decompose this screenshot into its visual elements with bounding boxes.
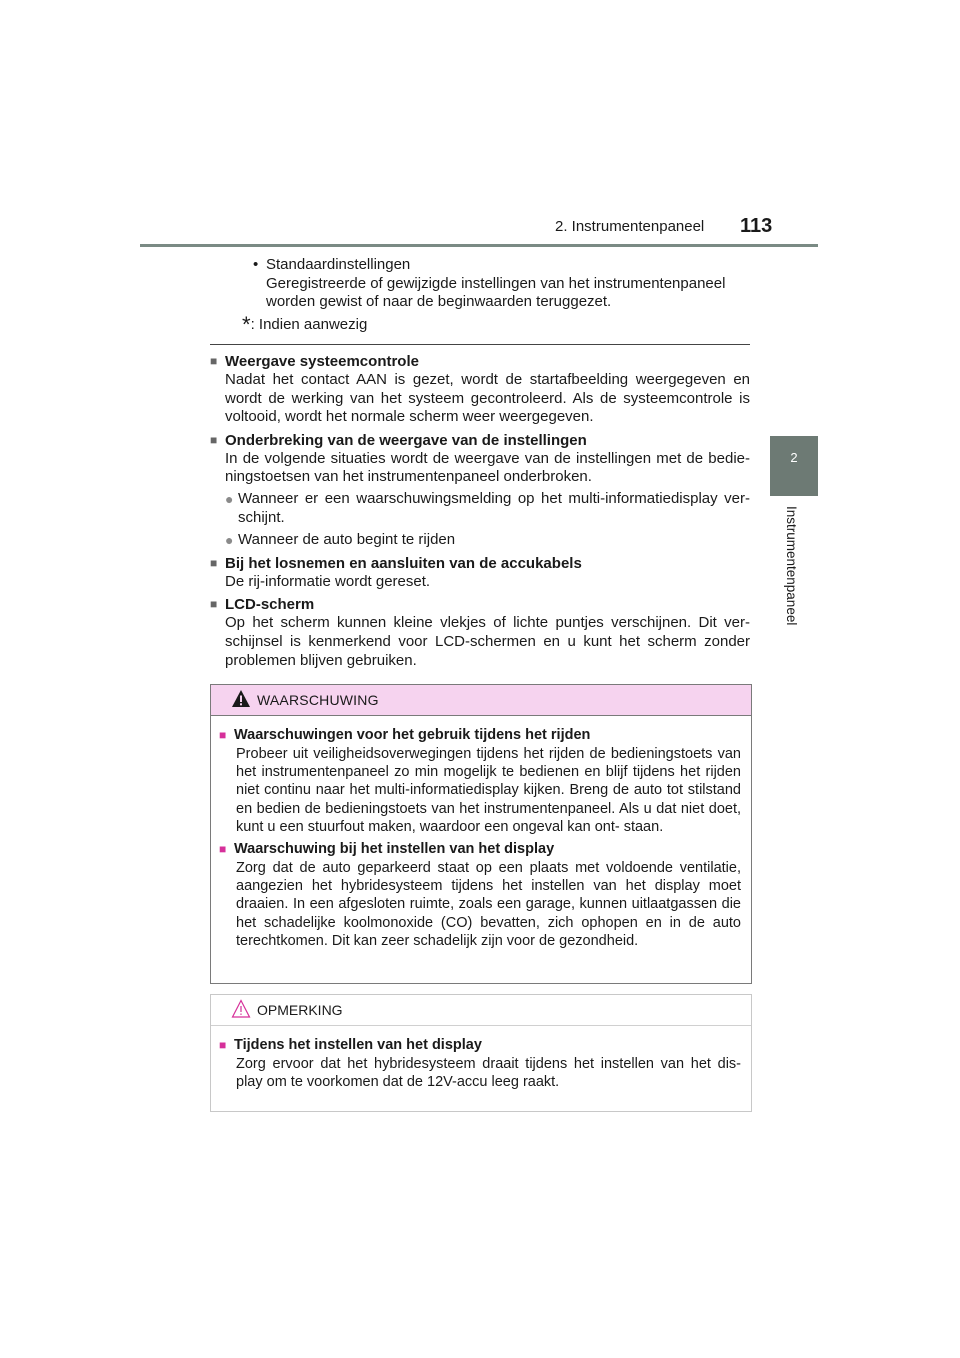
section-body: Zorg dat de auto geparkeerd staat op een plaats met voldoende ventilatie, aangezien het hybridesysteem tijdens het instellen van het display moet draaien. In een afgesloten ruimte, zoals een garage, kunnen uitlaatgassen die het schadelijke koolmonoxide (CO) bevatten, zich ophopen en in de auto terechtkomen. Dit kan zeer schadelijk zijn voor de gezondheid.	[236, 860, 741, 949]
warning-label: WAARSCHUWING	[257, 692, 379, 708]
header-rule	[140, 244, 818, 247]
note-box	[210, 994, 752, 1112]
warning-box	[210, 684, 752, 984]
divider	[210, 344, 750, 345]
warning-triangle-icon	[231, 689, 251, 709]
section-weergave	[210, 352, 750, 427]
list-item-text: Wanneer er een waarschuwingsmelding op het multi-informatiedisplay ver- schijnt.	[238, 489, 750, 526]
circle-bullet-icon: ●	[225, 532, 234, 549]
settings-sublist	[266, 256, 756, 312]
chapter-tab	[770, 436, 818, 496]
section-body: Nadat het contact AAN is gezet, wordt de startafbeelding weergegeven en wordt de werking van het systeem gecontroleerd. Als de systeemcontrole is voltooid, wordt het normale scherm weer weergegeven.	[225, 371, 750, 426]
section-lcd	[210, 595, 750, 670]
page-number: 113	[740, 215, 773, 237]
list-item	[210, 490, 750, 527]
caution-triangle-icon	[231, 999, 251, 1019]
note-label: OPMERKING	[257, 1002, 343, 1018]
square-bullet-icon: ■	[219, 1038, 227, 1052]
section-body: In de volgende situaties wordt de weergave van de instellingen met de bedie- ningstoetsen van het instrumentenpaneel onderbroken.	[225, 449, 750, 486]
section-heading: LCD-scherm	[225, 596, 315, 614]
warning-header	[211, 685, 751, 716]
sublist-item-description: Geregistreerde of gewijzigde instellingen van het instrumentenpaneel worden gewist of naar de beginwaarden teruggezet.	[266, 274, 726, 311]
main-content	[210, 352, 750, 674]
square-bullet-icon: ■	[210, 555, 218, 570]
section-heading: Bij het losnemen en aansluiten van de accukabels	[225, 554, 582, 572]
warning-section	[219, 726, 741, 836]
section-accu	[210, 554, 750, 592]
square-bullet-icon: ■	[210, 354, 218, 368]
square-bullet-icon: ■	[210, 597, 218, 612]
square-bullet-icon: ■	[219, 842, 227, 857]
square-bullet-icon: ■	[210, 432, 218, 447]
chapter-number: 2	[790, 450, 798, 465]
list-item	[210, 531, 750, 550]
section-onderbreking	[210, 431, 750, 550]
footnote	[242, 312, 367, 338]
chapter-label: Instrumentenpaneel	[784, 506, 799, 626]
section-body: De rij-informatie wordt gereset.	[225, 572, 431, 590]
section-heading: Tijdens het instellen van het display	[234, 1037, 482, 1053]
square-bullet-icon: ■	[219, 728, 227, 742]
section-heading: Onderbreking van de weergave van de instellingen	[225, 431, 587, 449]
footnote-text: : Indien aanwezig	[250, 316, 368, 333]
section-heading: Weergave systeemcontrole	[225, 353, 419, 370]
note-header	[211, 995, 751, 1026]
section-body: Zorg ervoor dat het hybridesysteem draait tijdens het instellen van het dis- play om te voorkomen dat de 12V-accu leeg raakt.	[236, 1056, 741, 1091]
note-section	[219, 1036, 741, 1091]
section-heading: Waarschuwingen voor het gebruik tijdens het rijden	[234, 727, 591, 743]
footnote-asterisk: *	[242, 312, 251, 337]
section-heading: Waarschuwing bij het instellen van het display	[234, 841, 555, 858]
section-title: 2. Instrumentenpaneel	[555, 218, 705, 235]
circle-bullet-icon: ●	[225, 490, 234, 507]
list-item-text: Wanneer de auto begint te rijden	[238, 531, 456, 549]
warning-section	[219, 840, 741, 950]
section-body: Op het scherm kunnen kleine vlekjes of lichte puntjes verschijnen. Dit ver- schijnsel is kenmerkend voor LCD-schermen en u kunt het scherm zonder problemen blijven gebruiken.	[225, 614, 750, 669]
section-body: Probeer uit veiligheidsoverwegingen tijdens het rijden de bedieningstoets van het instrumentenpaneel zo min mogelijk te bedienen en blijf tijdens het rijden niet continu naar het multi-informatiedisplay kijken. Breng de auto tot stilstand en bedien de bedieningstoets van het instrumentenpaneel. Als u dat niet doet, kunt u een stuurfout maken, waardoor een ongeval kan ont- staan.	[236, 746, 741, 835]
sublist-item-title: • Standaardinstellingen	[266, 256, 756, 275]
